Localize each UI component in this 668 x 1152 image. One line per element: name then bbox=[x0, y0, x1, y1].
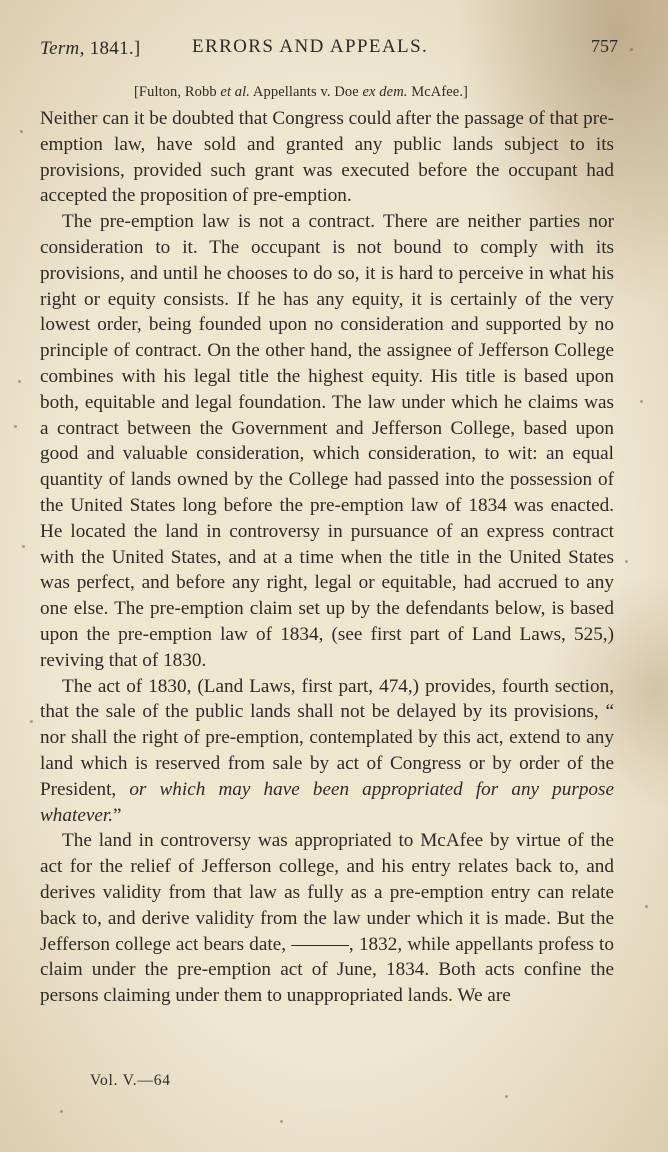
body-text bbox=[40, 106, 614, 1009]
term-label: Term, 1841.] bbox=[40, 38, 141, 59]
running-head: [Fulton, Robb et al. Appellants v. Doe ex dem. McAfee.] bbox=[134, 84, 468, 100]
paragraph-2: The pre-emption law is not a contract. There are neither parties nor consideration to it. The occupant is not bound to comply with its provisions, and until he chooses to do so, it is hard to perceive in what his right or equity consists. If he has any equity, it is certainly of the very lowest order, being founded upon no consideration and supported by no principle of contract. On the other hand, the assignee of Jefferson College combines with his legal title the highest equity. His title is based upon both, equitable and legal foundation. The law under which he claims was a contract between the Government and Jefferson College, based upon good and valuable consideration, which consideration, to wit: an equal quantity of lands owned by the College had passed into the possession of the United States long before the pre-emption law of 1834 was enacted. He located the land in controversy in pursuance of an express contract with the United States, and at a time when the title in the United States was perfect, and before any right, legal or equitable, had accrued to any one else. The pre-emption claim set up by the defendants below, is based upon the pre-emption law of 1834, (see first part of Land Laws, 525,) reviving that of 1830. bbox=[40, 211, 614, 671]
paragraph-3: The act of 1830, (Land Laws, first part, 474,) provides, fourth section, that the sale of the public lands shall not be delayed by its provisions, “ nor shall the right of pre-emption, contemplated by this act, extend to any land which is reserved from sale by act of Congress or by order of the President, or which may have been appropriated for any purpose whatever.” bbox=[40, 675, 614, 826]
page-number: 757 bbox=[591, 36, 618, 56]
paragraph-1: Neither can it be doubted that Congress could after the passage of that pre-emption law, have sold and granted any public lands subject to its provisions, provided such grant was executed before the occupant had accepted the proposition of pre-emption. bbox=[40, 108, 614, 207]
paragraph-4: The land in controversy was appropriated to McAfee by virtue of the act for the relief of Jefferson college, and his entry relates back to, and derives validity from that law as fully as a pre-emption entry can relate back to, and derive validity from the law under which it is made. But the Jefferson college act bears date, ———, 1832, while appellants profess to claim under the pre-emption act of June, 1834. Both acts confine the persons claiming under them to unappropriated lands. We are bbox=[40, 830, 614, 1007]
page-title: ERRORS AND APPEALS. bbox=[192, 36, 429, 57]
page-header bbox=[40, 38, 630, 64]
signature-mark: Vol. V.—64 bbox=[90, 1072, 171, 1089]
